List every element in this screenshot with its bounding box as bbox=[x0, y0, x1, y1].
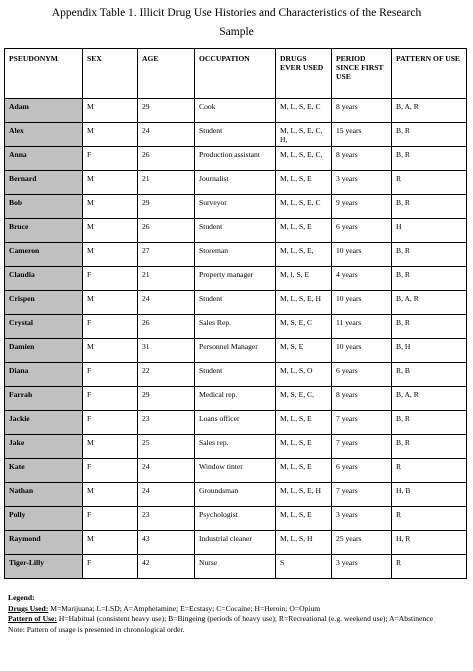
cell-age: 21 bbox=[138, 267, 195, 291]
cell-occupation: Nurse bbox=[195, 555, 276, 579]
cell-period: 6 years bbox=[332, 363, 392, 387]
cell-pattern: B, A, R bbox=[392, 291, 467, 315]
cell-pseudonym: Farrah bbox=[5, 387, 83, 411]
table-row bbox=[5, 507, 467, 531]
cell-drugs: M, L, S, E, C bbox=[276, 195, 332, 219]
cell-pattern: B, R bbox=[392, 243, 467, 267]
cell-pseudonym: Polly bbox=[5, 507, 83, 531]
cell-drugs: M, L, S, E bbox=[276, 507, 332, 531]
table-row bbox=[5, 459, 467, 483]
cell-pseudonym: Nathan bbox=[5, 483, 83, 507]
cell-drugs: M, S, E, C bbox=[276, 315, 332, 339]
table-body bbox=[5, 99, 467, 579]
cell-pseudonym: Jake bbox=[5, 435, 83, 459]
cell-occupation: Student bbox=[195, 291, 276, 315]
cell-drugs: M, L, S, E, H bbox=[276, 291, 332, 315]
cell-occupation: Sales Rep. bbox=[195, 315, 276, 339]
cell-period: 6 years bbox=[332, 459, 392, 483]
cell-age: 29 bbox=[138, 99, 195, 123]
cell-period: 15 years bbox=[332, 123, 392, 147]
cell-period: 11 years bbox=[332, 315, 392, 339]
cell-period: 8 years bbox=[332, 99, 392, 123]
cell-period: 6 years bbox=[332, 219, 392, 243]
cell-period: 7 years bbox=[332, 483, 392, 507]
table-row bbox=[5, 483, 467, 507]
cell-pseudonym: Kate bbox=[5, 459, 83, 483]
cell-age: 24 bbox=[138, 459, 195, 483]
cell-pseudonym: Crispen bbox=[5, 291, 83, 315]
cell-pseudonym: Alex bbox=[5, 123, 83, 147]
cell-period: 25 years bbox=[332, 531, 392, 555]
cell-sex: M bbox=[83, 195, 138, 219]
cell-pattern: B, R bbox=[392, 123, 467, 147]
cell-drugs: M, L, S, E, C, bbox=[276, 147, 332, 171]
cell-drugs: S bbox=[276, 555, 332, 579]
table-row bbox=[5, 219, 467, 243]
header-sex: SEX bbox=[83, 49, 138, 99]
cell-sex: F bbox=[83, 459, 138, 483]
cell-period: 10 years bbox=[332, 339, 392, 363]
cell-occupation: Production assistant bbox=[195, 147, 276, 171]
cell-drugs: M, L, S, O bbox=[276, 363, 332, 387]
cell-pattern: B, R bbox=[392, 195, 467, 219]
cell-period: 10 years bbox=[332, 291, 392, 315]
cell-drugs: M, L, S, E bbox=[276, 171, 332, 195]
cell-occupation: Cook bbox=[195, 99, 276, 123]
cell-pseudonym: Anna bbox=[5, 147, 83, 171]
cell-occupation: Window tinter bbox=[195, 459, 276, 483]
cell-occupation: Medical rep. bbox=[195, 387, 276, 411]
legend-drugs-label: Drugs Used: bbox=[8, 603, 49, 613]
cell-pattern: B, R bbox=[392, 267, 467, 291]
cell-age: 29 bbox=[138, 195, 195, 219]
legend-drugs bbox=[8, 604, 463, 615]
cell-sex: F bbox=[83, 555, 138, 579]
cell-sex: M bbox=[83, 99, 138, 123]
cell-pseudonym: Bernard bbox=[5, 171, 83, 195]
cell-age: 21 bbox=[138, 171, 195, 195]
cell-pattern: R bbox=[392, 555, 467, 579]
table-row bbox=[5, 291, 467, 315]
cell-sex: M bbox=[83, 243, 138, 267]
cell-sex: M bbox=[83, 219, 138, 243]
cell-pseudonym: Claudia bbox=[5, 267, 83, 291]
cell-pattern: H, B bbox=[392, 483, 467, 507]
cell-drugs: M, L, S, E, C, H, bbox=[276, 123, 332, 147]
table-row bbox=[5, 387, 467, 411]
cell-sex: F bbox=[83, 387, 138, 411]
cell-period: 8 years bbox=[332, 387, 392, 411]
table-row bbox=[5, 267, 467, 291]
table-row bbox=[5, 531, 467, 555]
cell-period: 3 years bbox=[332, 171, 392, 195]
cell-sex: F bbox=[83, 315, 138, 339]
cell-occupation: Loans officer bbox=[195, 411, 276, 435]
cell-pattern: R bbox=[392, 507, 467, 531]
cell-drugs: M, L, S, E, C bbox=[276, 99, 332, 123]
cell-occupation: Personnel Manager bbox=[195, 339, 276, 363]
cell-drugs: M, L, S, E, H bbox=[276, 483, 332, 507]
cell-period: 4 years bbox=[332, 267, 392, 291]
cell-sex: M bbox=[83, 339, 138, 363]
cell-drugs: M, l, S, E bbox=[276, 267, 332, 291]
cell-occupation: Journalist bbox=[195, 171, 276, 195]
cell-sex: F bbox=[83, 147, 138, 171]
cell-occupation: Storeman bbox=[195, 243, 276, 267]
cell-pattern: B, R bbox=[392, 435, 467, 459]
cell-sex: F bbox=[83, 507, 138, 531]
cell-sex: M bbox=[83, 291, 138, 315]
cell-age: 26 bbox=[138, 147, 195, 171]
cell-pattern: B, A, R bbox=[392, 99, 467, 123]
cell-period: 3 years bbox=[332, 507, 392, 531]
legend-note: Note: Pattern of usage is presented in chronological order. bbox=[8, 624, 185, 634]
cell-sex: M bbox=[83, 483, 138, 507]
title-line-1: Appendix Table 1. Illicit Drug Use Histories and Characteristics of the Research bbox=[51, 7, 422, 19]
cell-occupation: Groundsman bbox=[195, 483, 276, 507]
header-pseudonym: PSEUDONYM bbox=[5, 49, 83, 99]
cell-age: 42 bbox=[138, 555, 195, 579]
table-row bbox=[5, 363, 467, 387]
table-row bbox=[5, 435, 467, 459]
header-pattern-of-use: PATTERN OF USE bbox=[392, 49, 467, 99]
cell-drugs: M, S, E bbox=[276, 339, 332, 363]
cell-period: 7 years bbox=[332, 435, 392, 459]
cell-pattern: H bbox=[392, 219, 467, 243]
cell-pattern: B, H bbox=[392, 339, 467, 363]
cell-pseudonym: Adam bbox=[5, 99, 83, 123]
cell-age: 27 bbox=[138, 243, 195, 267]
cell-drugs: M, L, S, E bbox=[276, 459, 332, 483]
header-drugs-ever-used: DRUGS EVER USED bbox=[276, 49, 332, 99]
legend-heading: Legend: bbox=[8, 593, 35, 602]
cell-drugs: M, L, S, E, bbox=[276, 243, 332, 267]
cell-sex: M bbox=[83, 171, 138, 195]
header-row bbox=[5, 49, 467, 99]
cell-age: 29 bbox=[138, 387, 195, 411]
cell-drugs: M, L, S, E bbox=[276, 219, 332, 243]
cell-pseudonym: Bruce bbox=[5, 219, 83, 243]
cell-occupation: Student bbox=[195, 363, 276, 387]
cell-age: 25 bbox=[138, 435, 195, 459]
cell-drugs: M, L, S, E bbox=[276, 435, 332, 459]
header-age: AGE bbox=[138, 49, 195, 99]
title-line-2: Sample bbox=[219, 26, 254, 38]
cell-age: 22 bbox=[138, 363, 195, 387]
cell-pseudonym: Crystal bbox=[5, 315, 83, 339]
cell-period: 3 years bbox=[332, 555, 392, 579]
table-row bbox=[5, 147, 467, 171]
cell-period: 8 years bbox=[332, 147, 392, 171]
cell-period: 9 years bbox=[332, 195, 392, 219]
cell-period: 7 years bbox=[332, 411, 392, 435]
cell-sex: M bbox=[83, 531, 138, 555]
table-row bbox=[5, 243, 467, 267]
table-row bbox=[5, 555, 467, 579]
cell-pseudonym: Raymond bbox=[5, 531, 83, 555]
cell-pattern: B, R bbox=[392, 315, 467, 339]
table-row bbox=[5, 123, 467, 147]
cell-drugs: M, L, S, E bbox=[276, 411, 332, 435]
cell-pseudonym: Tiger-Lilly bbox=[5, 555, 83, 579]
cell-age: 31 bbox=[138, 339, 195, 363]
cell-sex: F bbox=[83, 267, 138, 291]
table-row bbox=[5, 339, 467, 363]
cell-pattern: R, B bbox=[392, 363, 467, 387]
drug-use-table bbox=[4, 48, 467, 579]
cell-period: 10 years bbox=[332, 243, 392, 267]
cell-pseudonym: Diana bbox=[5, 363, 83, 387]
cell-pattern: R bbox=[392, 171, 467, 195]
cell-occupation: Student bbox=[195, 219, 276, 243]
cell-pattern: B, A, R bbox=[392, 387, 467, 411]
table-row bbox=[5, 195, 467, 219]
legend-drugs-text: M=Marijuana; L=LSD; A=Amphetamine; E=Ecstasy; C=Cocaine; H=Heroin; O=Opium bbox=[48, 603, 321, 613]
cell-occupation: Student bbox=[195, 123, 276, 147]
legend bbox=[8, 593, 463, 635]
cell-drugs: M, S, E, C, bbox=[276, 387, 332, 411]
cell-pseudonym: Cameron bbox=[5, 243, 83, 267]
cell-sex: F bbox=[83, 363, 138, 387]
cell-occupation: Property manager bbox=[195, 267, 276, 291]
legend-pattern-label: Pattern of Use: bbox=[8, 614, 57, 623]
cell-occupation: Surveyor bbox=[195, 195, 276, 219]
cell-sex: M bbox=[83, 435, 138, 459]
header-occupation: OCCUPATION bbox=[195, 49, 276, 99]
cell-pseudonym: Jackie bbox=[5, 411, 83, 435]
cell-occupation: Industrial cleaner bbox=[195, 531, 276, 555]
table-row bbox=[5, 315, 467, 339]
cell-age: 24 bbox=[138, 483, 195, 507]
table-title bbox=[0, 4, 473, 42]
table-row bbox=[5, 171, 467, 195]
cell-age: 26 bbox=[138, 219, 195, 243]
legend-pattern bbox=[8, 614, 463, 625]
cell-age: 26 bbox=[138, 315, 195, 339]
header-period-since-first-use: PERIOD SINCE FIRST USE bbox=[332, 49, 392, 99]
cell-age: 43 bbox=[138, 531, 195, 555]
cell-sex: M bbox=[83, 123, 138, 147]
cell-occupation: Psychologist bbox=[195, 507, 276, 531]
cell-age: 24 bbox=[138, 291, 195, 315]
cell-age: 23 bbox=[138, 507, 195, 531]
cell-pattern: H, R bbox=[392, 531, 467, 555]
cell-pseudonym: Damien bbox=[5, 339, 83, 363]
table-row bbox=[5, 411, 467, 435]
cell-age: 24 bbox=[138, 123, 195, 147]
cell-pattern: B, R bbox=[392, 147, 467, 171]
table-row bbox=[5, 99, 467, 123]
cell-pattern: B, R bbox=[392, 411, 467, 435]
cell-sex: F bbox=[83, 411, 138, 435]
cell-pseudonym: Bob bbox=[5, 195, 83, 219]
legend-pattern-text: H=Habitual (consistent heavy use); B=Bingeing (periods of heavy use); R=Recreational (e.g. weekend use); A=Abstinence bbox=[56, 614, 433, 623]
cell-pattern: R bbox=[392, 459, 467, 483]
cell-drugs: M, L, S, H bbox=[276, 531, 332, 555]
cell-occupation: Sales rep. bbox=[195, 435, 276, 459]
cell-age: 23 bbox=[138, 411, 195, 435]
